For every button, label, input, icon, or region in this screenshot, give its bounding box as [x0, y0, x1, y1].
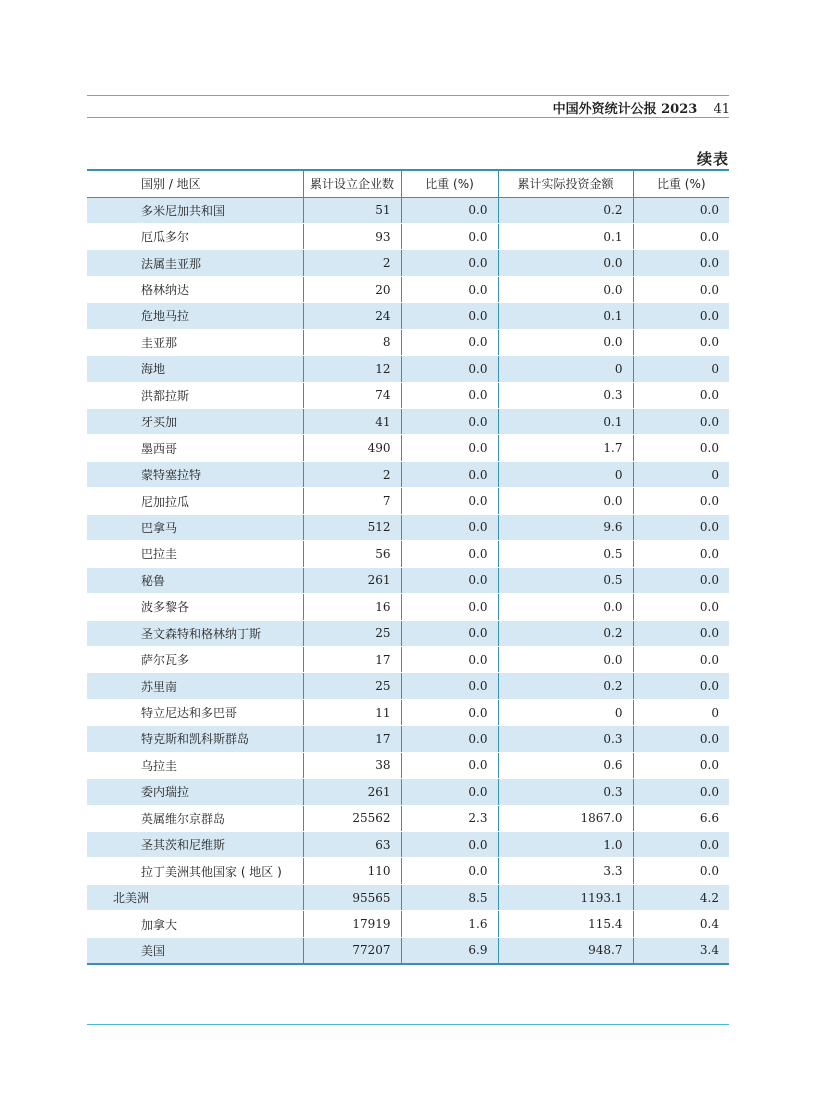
amount-share-cell: 0.0 [633, 409, 729, 435]
investment-amount-cell: 0.0 [498, 488, 633, 514]
amount-share-cell: 0.0 [633, 858, 729, 884]
count-share-cell: 0.0 [401, 276, 498, 302]
amount-share-cell: 0.0 [633, 620, 729, 646]
count-share-cell: 0.0 [401, 726, 498, 752]
country-name-cell: 蒙特塞拉特 [87, 461, 303, 487]
amount-share-cell: 0 [633, 699, 729, 725]
amount-share-cell: 3.4 [633, 937, 729, 963]
enterprise-count-cell: 74 [303, 382, 401, 408]
investment-amount-cell: 0.0 [498, 594, 633, 620]
table-row [87, 276, 729, 302]
investment-amount-cell: 0.1 [498, 303, 633, 329]
count-share-cell: 0.0 [401, 541, 498, 567]
table-row [87, 435, 729, 461]
enterprise-count-cell: 17 [303, 726, 401, 752]
enterprise-count-cell: 56 [303, 541, 401, 567]
investment-amount-cell: 0.6 [498, 752, 633, 778]
amount-share-cell: 0.0 [633, 276, 729, 302]
investment-amount-cell: 9.6 [498, 514, 633, 540]
country-name-cell: 墨西哥 [87, 435, 303, 461]
amount-share-cell: 0.0 [633, 514, 729, 540]
country-name-cell: 委内瑞拉 [87, 779, 303, 805]
country-name-cell: 加拿大 [87, 911, 303, 937]
country-name-cell: 海地 [87, 356, 303, 382]
enterprise-count-cell: 17 [303, 646, 401, 672]
amount-share-cell: 0.0 [633, 779, 729, 805]
amount-share-cell: 0.0 [633, 488, 729, 514]
table-row [87, 937, 729, 963]
table-row [87, 541, 729, 567]
country-name-cell: 拉丁美洲其他国家 ( 地区 ) [87, 858, 303, 884]
investment-amount-cell: 0.5 [498, 567, 633, 593]
amount-share-cell: 0.0 [633, 250, 729, 276]
table-row [87, 197, 729, 223]
amount-share-cell: 0.0 [633, 382, 729, 408]
enterprise-count-cell: 93 [303, 223, 401, 249]
country-name-cell: 特克斯和凯科斯群岛 [87, 726, 303, 752]
count-share-cell: 0.0 [401, 699, 498, 725]
publication-title: 中国外资统计公报 2023 [552, 102, 698, 117]
country-name-cell: 法属圭亚那 [87, 250, 303, 276]
investment-amount-cell: 1867.0 [498, 805, 633, 831]
enterprise-count-cell: 51 [303, 197, 401, 223]
investment-amount-cell: 0.3 [498, 779, 633, 805]
country-name-cell: 乌拉圭 [87, 752, 303, 778]
table-row [87, 752, 729, 778]
amount-share-cell: 0 [633, 356, 729, 382]
country-name-cell: 危地马拉 [87, 303, 303, 329]
investment-amount-cell: 0.3 [498, 726, 633, 752]
table-continued-label: 续表 [696, 150, 729, 168]
count-share-cell: 0.0 [401, 514, 498, 540]
country-name-cell: 尼加拉瓜 [87, 488, 303, 514]
table-body [87, 197, 729, 964]
investment-statistics-table [87, 169, 729, 965]
page-header [553, 98, 730, 117]
investment-amount-cell: 0.0 [498, 646, 633, 672]
enterprise-count-cell: 12 [303, 356, 401, 382]
country-name-cell: 格林纳达 [87, 276, 303, 302]
amount-share-cell: 0.0 [633, 594, 729, 620]
amount-share-cell: 0.0 [633, 726, 729, 752]
count-share-cell: 0.0 [401, 409, 498, 435]
amount-share-cell: 0.0 [633, 541, 729, 567]
count-share-cell: 1.6 [401, 911, 498, 937]
count-share-cell: 0.0 [401, 779, 498, 805]
enterprise-count-cell: 512 [303, 514, 401, 540]
table-row [87, 620, 729, 646]
footer-rule [87, 1024, 729, 1025]
enterprise-count-cell: 261 [303, 779, 401, 805]
count-share-cell: 0.0 [401, 567, 498, 593]
header-bottom-rule [87, 117, 729, 118]
enterprise-count-cell: 63 [303, 832, 401, 858]
count-share-cell: 0.0 [401, 223, 498, 249]
country-name-cell: 巴拉圭 [87, 541, 303, 567]
enterprise-count-cell: 7 [303, 488, 401, 514]
count-share-cell: 0.0 [401, 832, 498, 858]
country-name-cell: 圣其茨和尼维斯 [87, 832, 303, 858]
count-share-cell: 0.0 [401, 329, 498, 355]
enterprise-count-cell: 2 [303, 250, 401, 276]
table-row [87, 832, 729, 858]
enterprise-count-cell: 25 [303, 620, 401, 646]
enterprise-count-cell: 41 [303, 409, 401, 435]
investment-amount-cell: 0.0 [498, 276, 633, 302]
table-row [87, 911, 729, 937]
table-row [87, 488, 729, 514]
investment-amount-cell: 0 [498, 699, 633, 725]
enterprise-count-cell: 77207 [303, 937, 401, 963]
column-header-country: 国别 / 地区 [87, 170, 303, 197]
count-share-cell: 0.0 [401, 435, 498, 461]
page-number: 41 [713, 102, 730, 117]
amount-share-cell: 0.0 [633, 567, 729, 593]
count-share-cell: 0.0 [401, 197, 498, 223]
country-name-cell: 萨尔瓦多 [87, 646, 303, 672]
table-row [87, 567, 729, 593]
table-row [87, 356, 729, 382]
enterprise-count-cell: 25562 [303, 805, 401, 831]
investment-amount-cell: 0.2 [498, 620, 633, 646]
table-row [87, 646, 729, 672]
country-name-cell: 秘鲁 [87, 567, 303, 593]
count-share-cell: 0.0 [401, 646, 498, 672]
count-share-cell: 0.0 [401, 356, 498, 382]
column-header-investment-amount: 累计实际投资金额 [498, 170, 633, 197]
investment-amount-cell: 0.1 [498, 223, 633, 249]
column-header-enterprise-count: 累计设立企业数 [303, 170, 401, 197]
table-row [87, 673, 729, 699]
count-share-cell: 0.0 [401, 303, 498, 329]
country-name-cell: 巴拿马 [87, 514, 303, 540]
enterprise-count-cell: 95565 [303, 884, 401, 910]
country-name-cell: 厄瓜多尔 [87, 223, 303, 249]
country-name-cell: 圣文森特和格林纳丁斯 [87, 620, 303, 646]
amount-share-cell: 4.2 [633, 884, 729, 910]
table-row [87, 858, 729, 884]
count-share-cell: 8.5 [401, 884, 498, 910]
country-name-cell: 苏里南 [87, 673, 303, 699]
count-share-cell: 0.0 [401, 488, 498, 514]
count-share-cell: 0.0 [401, 250, 498, 276]
enterprise-count-cell: 16 [303, 594, 401, 620]
investment-amount-cell: 0.0 [498, 250, 633, 276]
investment-amount-cell: 0.2 [498, 673, 633, 699]
country-name-cell: 洪都拉斯 [87, 382, 303, 408]
amount-share-cell: 0.0 [633, 197, 729, 223]
table-row [87, 594, 729, 620]
table-row [87, 329, 729, 355]
amount-share-cell: 0 [633, 461, 729, 487]
amount-share-cell: 0.0 [633, 832, 729, 858]
enterprise-count-cell: 110 [303, 858, 401, 884]
table-row [87, 250, 729, 276]
header-top-rule [87, 95, 729, 96]
investment-amount-cell: 1.0 [498, 832, 633, 858]
amount-share-cell: 0.0 [633, 673, 729, 699]
amount-share-cell: 0.4 [633, 911, 729, 937]
country-name-cell: 北美洲 [87, 884, 303, 910]
table-row [87, 726, 729, 752]
investment-amount-cell: 3.3 [498, 858, 633, 884]
table-header-row [87, 170, 729, 197]
enterprise-count-cell: 490 [303, 435, 401, 461]
enterprise-count-cell: 17919 [303, 911, 401, 937]
amount-share-cell: 0.0 [633, 223, 729, 249]
count-share-cell: 6.9 [401, 937, 498, 963]
count-share-cell: 0.0 [401, 752, 498, 778]
amount-share-cell: 6.6 [633, 805, 729, 831]
table-row [87, 223, 729, 249]
amount-share-cell: 0.0 [633, 646, 729, 672]
country-name-cell: 牙买加 [87, 409, 303, 435]
count-share-cell: 0.0 [401, 461, 498, 487]
table-row [87, 779, 729, 805]
table-row [87, 461, 729, 487]
enterprise-count-cell: 20 [303, 276, 401, 302]
table-row [87, 382, 729, 408]
count-share-cell: 0.0 [401, 673, 498, 699]
investment-amount-cell: 115.4 [498, 911, 633, 937]
count-share-cell: 0.0 [401, 620, 498, 646]
country-name-cell: 多米尼加共和国 [87, 197, 303, 223]
count-share-cell: 0.0 [401, 594, 498, 620]
investment-amount-cell: 0 [498, 356, 633, 382]
investment-amount-cell: 0.3 [498, 382, 633, 408]
column-header-amount-share: 比重 (%) [633, 170, 729, 197]
column-header-count-share: 比重 (%) [401, 170, 498, 197]
enterprise-count-cell: 25 [303, 673, 401, 699]
count-share-cell: 0.0 [401, 858, 498, 884]
country-name-cell: 英属维尔京群岛 [87, 805, 303, 831]
country-name-cell: 美国 [87, 937, 303, 963]
enterprise-count-cell: 11 [303, 699, 401, 725]
count-share-cell: 0.0 [401, 382, 498, 408]
region-row [87, 884, 729, 910]
investment-amount-cell: 0.5 [498, 541, 633, 567]
investment-amount-cell: 1.7 [498, 435, 633, 461]
amount-share-cell: 0.0 [633, 329, 729, 355]
enterprise-count-cell: 261 [303, 567, 401, 593]
table-row [87, 303, 729, 329]
table-row [87, 409, 729, 435]
table-row [87, 514, 729, 540]
country-name-cell: 圭亚那 [87, 329, 303, 355]
investment-amount-cell: 1193.1 [498, 884, 633, 910]
amount-share-cell: 0.0 [633, 752, 729, 778]
investment-amount-cell: 948.7 [498, 937, 633, 963]
enterprise-count-cell: 2 [303, 461, 401, 487]
country-name-cell: 波多黎各 [87, 594, 303, 620]
enterprise-count-cell: 38 [303, 752, 401, 778]
investment-amount-cell: 0.1 [498, 409, 633, 435]
count-share-cell: 2.3 [401, 805, 498, 831]
country-name-cell: 特立尼达和多巴哥 [87, 699, 303, 725]
table-row [87, 699, 729, 725]
investment-amount-cell: 0.0 [498, 329, 633, 355]
enterprise-count-cell: 8 [303, 329, 401, 355]
amount-share-cell: 0.0 [633, 303, 729, 329]
enterprise-count-cell: 24 [303, 303, 401, 329]
amount-share-cell: 0.0 [633, 435, 729, 461]
investment-amount-cell: 0.2 [498, 197, 633, 223]
investment-amount-cell: 0 [498, 461, 633, 487]
table-row [87, 805, 729, 831]
